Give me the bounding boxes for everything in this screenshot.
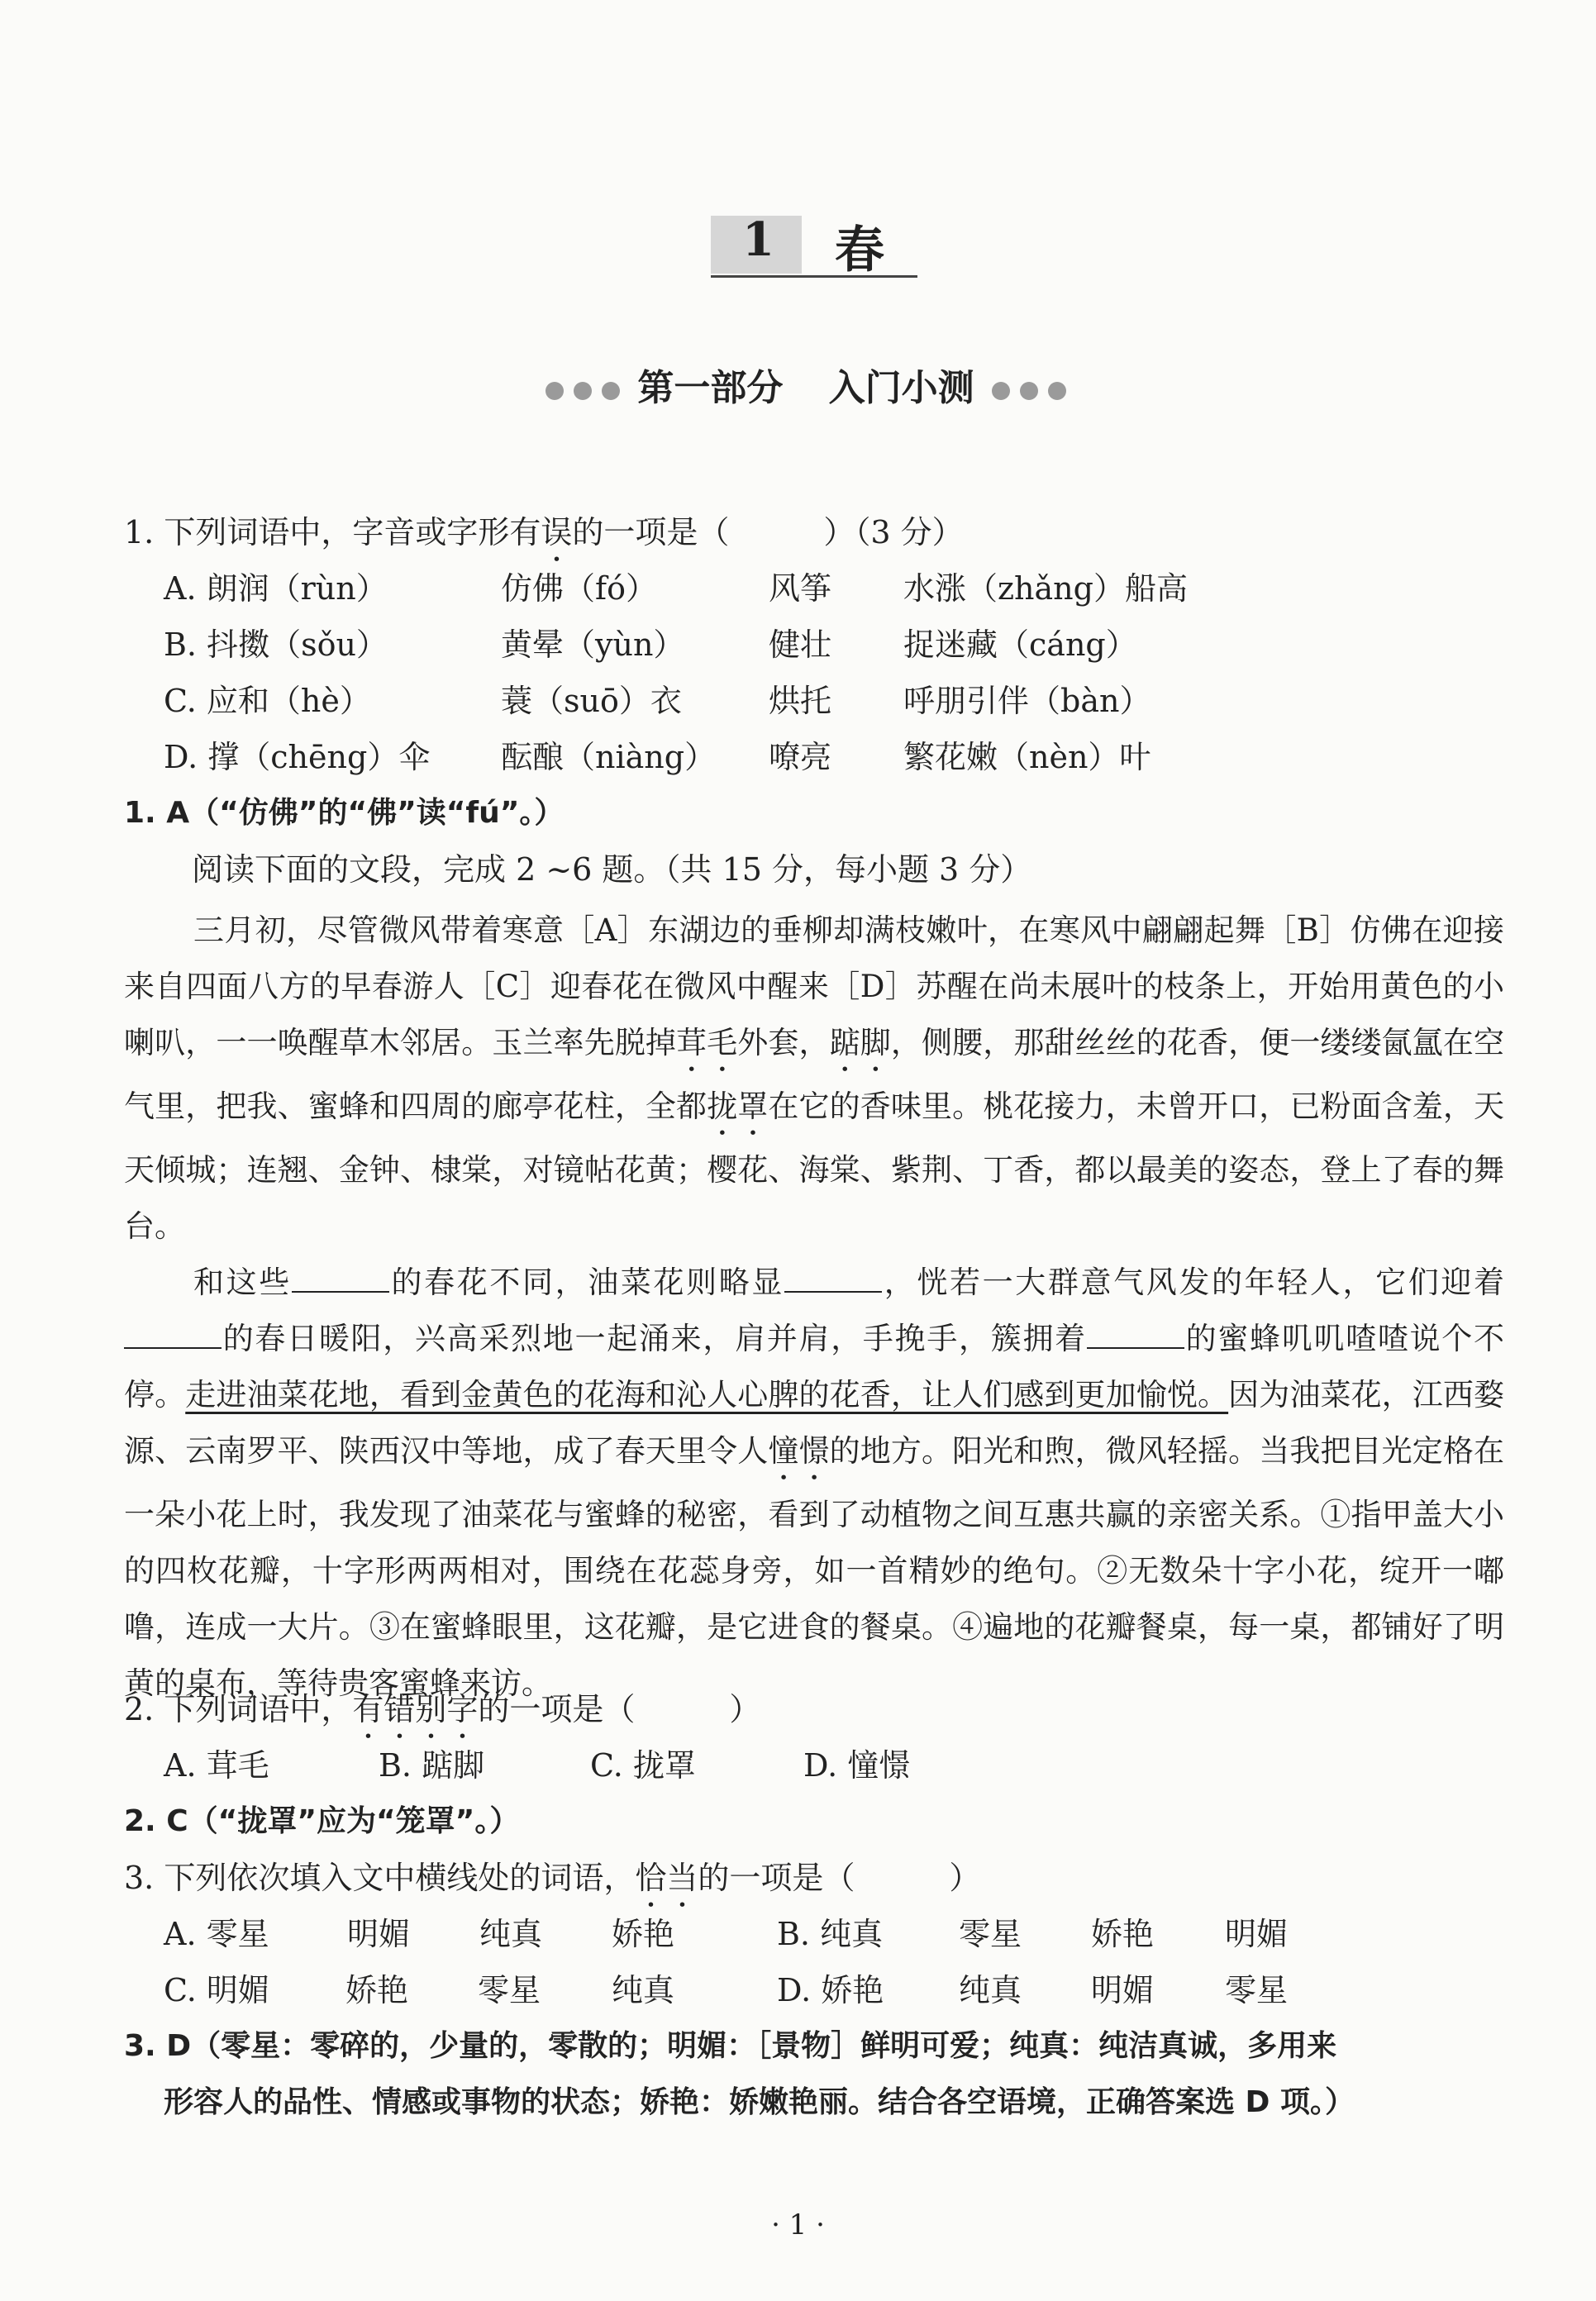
page-number: · 1 · [771,2208,825,2241]
q3-answer-line-2: 形容人的品性、情感或事物的状态；娇艳：娇嫩艳丽。结合各空语境，正确答案选 D 项。） [164,2085,1355,2119]
chapter-name: 春 [835,222,884,279]
emphasis-word: 误 [541,514,573,550]
emphasis-word: 拢罩 [707,1089,769,1124]
emphasis-word: 恰当 [635,1860,698,1896]
emphasis-word: 茸毛 [676,1025,738,1060]
section-name: 入门小测 [828,367,974,409]
passage-paragraph-2: 和这些 的春花不同，油菜花则略显 ，恍若一大群意气风发的年轻人，它们迎着的春日暖阳，兴高采烈地一起涌来，肩并肩，手挽手，簇拥着 的蜜蜂叽叽喳喳说个不停。走进油菜花地，看到金黄色的花海和沁人心脾的花香，让人们感到更加愉悦。因为油菜花，江西婺源、云南罗平、陕西汉中等地，成了春天里令人憧憬的地方。阳光和煦，微风轻摇。当我把目光定格在一朵小花上时，我发现了油菜花与蜜蜂的秘密，看到了动植物之间互惠共赢的亲密关系。①指甲盖大小的四枚花瓣，十字形两两相对，围绕在花蕊身旁，如一首精妙的绝句。②无数朵十字小花，绽开一嘟噜，连成一大片。③在蜜蜂眼里，这花瓣，是它进食的餐桌。④遍地的花瓣餐桌，每一桌，都铺好了明黄的桌布，等待贵客蜜蜂来访。 [124,1265,1505,1701]
q2-option-b: B. 踮脚 [379,1747,485,1784]
q3-answer-line-1: 3. D（零星：零碎的，少量的，零散的；明媚：［景物］鲜明可爱；纯真：纯洁真诚，多用来 [124,2029,1337,2063]
q2-option-d: D. 憧憬 [803,1747,911,1784]
q3-stem: 3. 下列依次填入文中横线处的词语，恰当的一项是（ ） [124,1860,981,1896]
chapter-number: 1 [742,212,774,267]
reading-intro: 阅读下面的文段，完成 2 ~6 题。（共 15 分，每小题 3 分） [192,851,1032,888]
passage [124,903,1504,1712]
bullet-dot [1020,382,1038,400]
q1-stem: 1. 下列词语中，字音或字形有误的一项是（ ）（3 分） [124,514,964,550]
underlined-sentence: 走进油菜花地，看到金黄色的花海和沁人心脾的花香，让人们感到更加愉悦。 [185,1377,1229,1413]
section-label: 第一部分 [637,367,784,409]
emphasis-word: 踮脚 [829,1025,891,1060]
passage-paragraph-1: 三月初，尽管微风带着寒意［A］东湖边的垂柳却满枝嫩叶，在寒风中翩翩起舞［B］仿佛在迎接来自四面八方的早春游人［C］迎春花在微风中醒来［D］苏醒在尚未展叶的枝条上，开始用黄色的小喇叭，一一唤醒草木邻居。玉兰率先脱掉茸毛外套，踮脚，侧腰，那甜丝丝的花香，便一缕缕氤氲在空气里，把我、蜜蜂和四周的廊亭花柱，全都拢罩在它的香味里。桃花接力，未曾开口，已粉面含羞，天天倾城；连翘、金钟、棣棠，对镜帖花黄；樱花、海棠、紫荆、丁香，都以最美的姿态，登上了春的舞台。 [124,912,1505,1244]
fill-blank[interactable] [124,1322,222,1349]
fill-blank[interactable] [292,1266,389,1293]
bullet-dot [1048,382,1066,400]
fill-blank[interactable] [784,1266,882,1293]
q2-option-a: A. 茸毛 [164,1747,269,1784]
q2-stem: 2. 下列词语中，有错别字的一项是（ ） [124,1691,761,1727]
bullet-dot [992,382,1010,400]
chapter-title [711,211,917,278]
bullet-dot [545,382,564,400]
emphasis-word: 有错别字 [352,1691,479,1727]
emphasis-word: 憧憬 [768,1433,830,1469]
fill-blank[interactable] [1087,1322,1184,1349]
bullet-dot [602,382,620,400]
q2-answer: 2. C（“拢罩”应为“笼罩”。） [124,1804,520,1838]
q1-answer: 1. A（“仿佛”的“佛”读“fú”。） [124,796,565,830]
section-heading [517,364,1095,413]
bullet-dot [574,382,592,400]
q2-option-c: C. 拢罩 [590,1747,696,1784]
